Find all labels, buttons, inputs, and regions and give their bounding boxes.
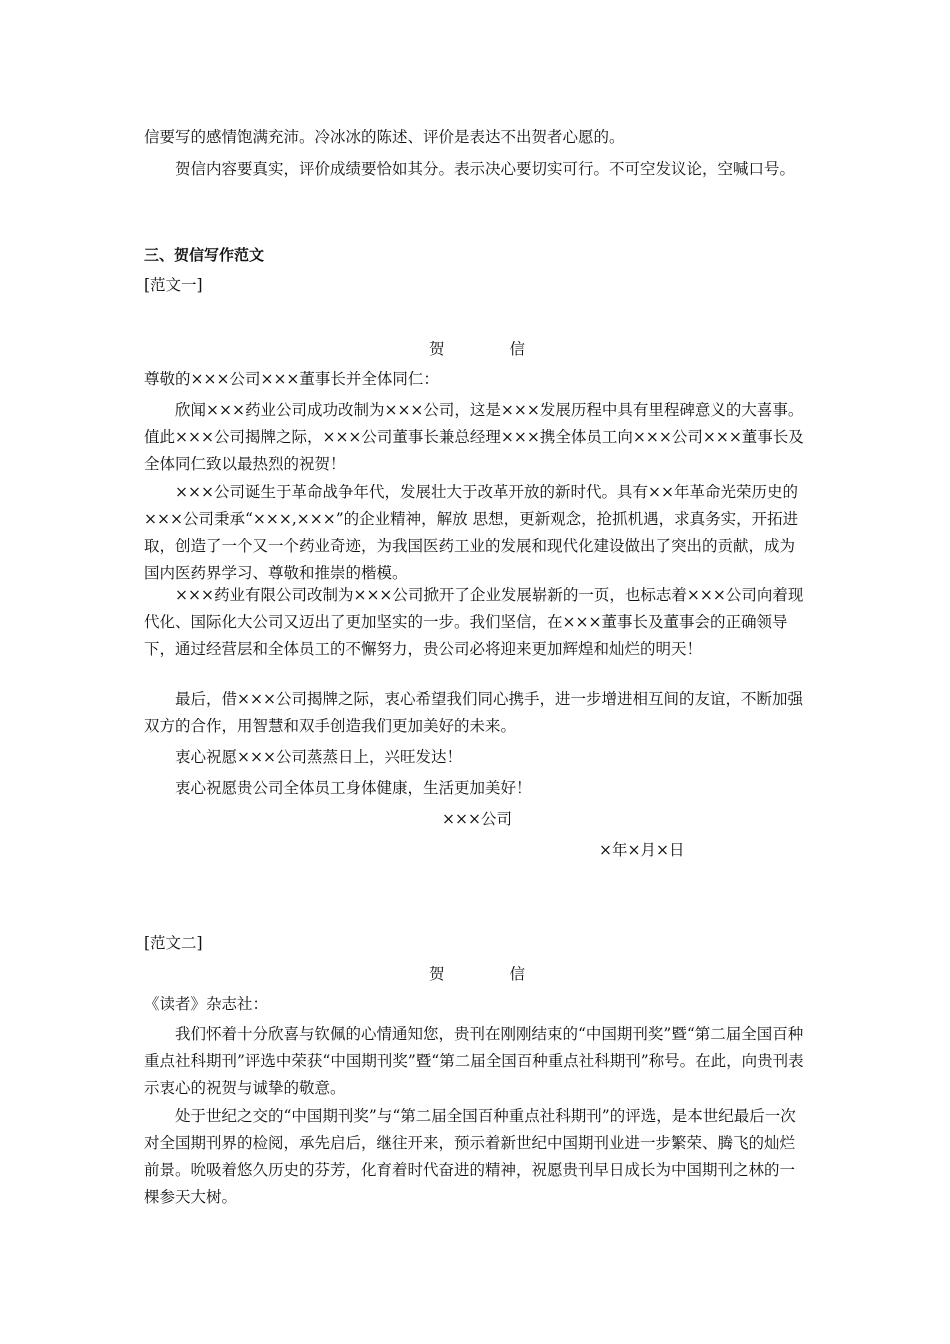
letter-one-paragraph-2: ×××公司诞生于革命战争年代，发展壮大于改革开放的新时代。具有××年革命光荣历史的×××公司秉承“×××,×××”的企业精神，解放 思想，更新观念，抢抓机遇，求真务实，开拓进取，创造了一个又一个药业奇迹，为我国医药工业的发展和现代化建设做出了突出的贡献，成为国内医药界学习、尊敬和推崇的楷模。 xyxy=(144,483,799,582)
letter-one-date: ×年×月×日 xyxy=(599,841,685,859)
letter-one-wish-2: 衷心祝愿贵公司全体员工身体健康，生活更加美好！ xyxy=(175,779,532,797)
letter-two-paragraph-2: 处于世纪之交的“中国期刊奖”与“第二届全国百种重点社科期刊”的评选，是本世纪最后一次对全国期刊界的检阅，承先启后，继往开来，预示着新世纪中国期刊业进一步繁荣、腾飞的灿烂前景。吮吸着悠久历史的芬芳，化育着时代奋进的精神，祝愿贵刊早日成长为中国期刊之林的一棵参天大树。 xyxy=(144,1107,796,1206)
section-heading: 三、贺信写作范文 xyxy=(144,246,265,264)
letter-one-salutation: 尊敬的×××公司×××董事长并全体同仁： xyxy=(144,370,439,388)
letter-one-paragraph-4: 最后，借×××公司揭牌之际，衷心希望我们同心携手，进一步增进相互间的友谊，不断加强双方的合作，用智慧和双手创造我们更加美好的未来。 xyxy=(144,690,803,735)
intro-paragraph: 贺信内容要真实，评价成绩要恰如其分。表示决心要切实可行。不可空发议论，空喊口号。 xyxy=(175,160,796,178)
letter-one-wish-1: 衷心祝愿×××公司蒸蒸日上，兴旺发达！ xyxy=(175,748,462,766)
letter-one-title: 贺 信 xyxy=(428,340,550,358)
letter-two-title: 贺 信 xyxy=(428,965,550,983)
intro-line: 信要写的感情饱满充沛。冷冰冰的陈述、评价是表达不出贺者心愿的。 xyxy=(144,128,625,146)
letter-one-paragraph-3: ×××药业有限公司改制为×××公司掀开了企业发展崭新的一页，也标志着×××公司向着现代化、国际化大公司又迈出了更加坚实的一步。我们坚信，在×××董事长及董事会的正确领导下，通过经营层和全体员工的不懈努力，贵公司必将迎来更加辉煌和灿烂的明天！ xyxy=(144,586,804,658)
letter-one-paragraph-1: 欣闻×××药业公司成功改制为×××公司，这是×××发展历程中具有里程碑意义的大喜事。值此×××公司揭牌之际，×××公司董事长兼总经理×××携全体员工向×××公司×××董事长及全体同仁致以最热烈的祝贺！ xyxy=(144,401,804,473)
sample-one-label: [范文一] xyxy=(144,276,203,294)
letter-one-signature: ×××公司 xyxy=(442,810,512,828)
document-page xyxy=(144,0,810,1344)
letter-two-paragraph-1: 我们怀着十分欣喜与钦佩的心情通知您，贵刊在刚刚结束的“中国期刊奖”暨“第二届全国百种重点社科期刊”评选中荣获“中国期刊奖”暨“第二届全国百种重点社科期刊”称号。在此，向贵刊表示衷心的祝贺与诚挚的敬意。 xyxy=(144,1025,804,1097)
letter-two-salutation: 《读者》杂志社： xyxy=(144,995,269,1013)
sample-two-label: [范文二] xyxy=(144,934,203,952)
